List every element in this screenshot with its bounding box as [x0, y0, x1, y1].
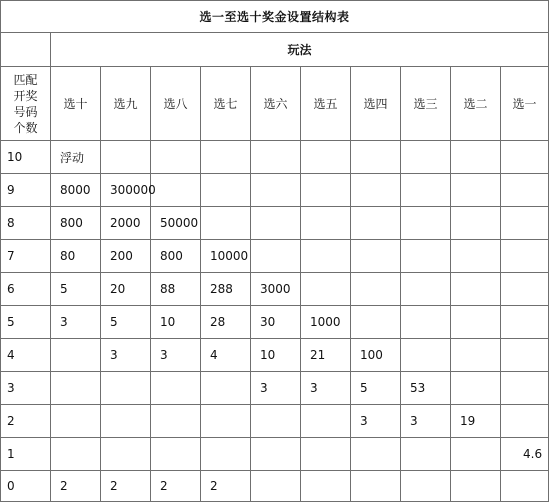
prize-cell [251, 207, 301, 240]
prize-cell: 2 [201, 471, 251, 502]
column-header: 选九 [101, 67, 151, 141]
prize-cell [251, 405, 301, 438]
prize-cell [101, 372, 151, 405]
prize-cell [401, 207, 451, 240]
prize-cell: 288 [201, 273, 251, 306]
prize-cell: 2000 [101, 207, 151, 240]
prize-cell [501, 405, 549, 438]
prize-cell: 2 [151, 471, 201, 502]
prize-cell: 3000 [251, 273, 301, 306]
table-row [1, 207, 549, 240]
table-row [1, 438, 549, 471]
prize-cell [401, 240, 451, 273]
prize-cell: 3 [351, 405, 401, 438]
table-row [1, 339, 549, 372]
prize-cell: 3 [251, 372, 301, 405]
prize-cell [251, 174, 301, 207]
column-header: 选六 [251, 67, 301, 141]
prize-cell [501, 174, 549, 207]
prize-cell: 4.6 [501, 438, 549, 471]
prize-cell [201, 207, 251, 240]
prize-cell [251, 141, 301, 174]
table-row [1, 240, 549, 273]
prize-cell: 3 [151, 339, 201, 372]
table-title: 选一至选十奖金设置结构表 [1, 1, 549, 33]
column-header: 选一 [501, 67, 549, 141]
match-count-cell: 5 [1, 306, 51, 339]
prize-cell [501, 306, 549, 339]
prize-cell [351, 141, 401, 174]
prize-cell [351, 240, 401, 273]
match-count-header-line: 个数 [13, 120, 38, 135]
prize-cell: 28 [201, 306, 251, 339]
prize-cell [501, 372, 549, 405]
prize-cell [151, 174, 201, 207]
prize-cell [301, 141, 351, 174]
prize-cell [401, 141, 451, 174]
prize-cell [451, 141, 501, 174]
match-count-cell: 6 [1, 273, 51, 306]
column-header: 选五 [301, 67, 351, 141]
prize-cell [351, 471, 401, 502]
prize-cell: 8000 [51, 174, 101, 207]
prize-cell: 2 [51, 471, 101, 502]
prize-cell [501, 141, 549, 174]
prize-cell [451, 339, 501, 372]
prize-cell [451, 207, 501, 240]
prize-cell: 5 [51, 273, 101, 306]
match-count-header [1, 67, 51, 141]
column-header: 选八 [151, 67, 201, 141]
match-count-cell: 7 [1, 240, 51, 273]
prize-cell [301, 174, 351, 207]
prize-cell: 10000 [201, 240, 251, 273]
table-row [1, 174, 549, 207]
corner-cell [1, 33, 51, 67]
prize-cell: 80 [51, 240, 101, 273]
column-header: 选十 [51, 67, 101, 141]
table-row [1, 306, 549, 339]
prize-cell [501, 207, 549, 240]
prize-cell [351, 207, 401, 240]
match-count-header-line: 匹配 [13, 72, 38, 87]
prize-cell: 10 [251, 339, 301, 372]
match-count-cell: 1 [1, 438, 51, 471]
prize-cell [301, 273, 351, 306]
prize-cell: 30 [251, 306, 301, 339]
prize-cell: 200 [101, 240, 151, 273]
prize-cell [201, 405, 251, 438]
prize-cell: 3 [401, 405, 451, 438]
table-row [1, 372, 549, 405]
match-count-cell: 2 [1, 405, 51, 438]
prize-cell: 53 [401, 372, 451, 405]
prize-cell [351, 174, 401, 207]
prize-cell [451, 240, 501, 273]
column-header: 选三 [401, 67, 451, 141]
prize-cell [401, 174, 451, 207]
play-type-header: 玩法 [51, 33, 549, 67]
match-count-cell: 4 [1, 339, 51, 372]
prize-cell [401, 273, 451, 306]
match-count-cell: 10 [1, 141, 51, 174]
title-row [1, 1, 549, 33]
prize-cell [51, 438, 101, 471]
prize-cell [101, 141, 151, 174]
prize-cell [451, 273, 501, 306]
prize-cell [51, 339, 101, 372]
prize-cell [351, 438, 401, 471]
match-count-header-line: 开奖 [13, 88, 38, 103]
match-count-cell: 8 [1, 207, 51, 240]
prize-cell [201, 174, 251, 207]
prize-cell [451, 174, 501, 207]
prize-cell [401, 438, 451, 471]
prize-cell [151, 405, 201, 438]
prize-cell [301, 471, 351, 502]
prize-cell [301, 240, 351, 273]
prize-cell [501, 471, 549, 502]
prize-cell [401, 471, 451, 502]
table-row [1, 273, 549, 306]
match-count-cell: 9 [1, 174, 51, 207]
match-count-cell: 0 [1, 471, 51, 502]
prize-cell: 100 [351, 339, 401, 372]
prize-cell [301, 405, 351, 438]
prize-cell [251, 240, 301, 273]
prize-cell: 800 [51, 207, 101, 240]
prize-cell [51, 405, 101, 438]
prize-cell: 3 [301, 372, 351, 405]
prize-cell [351, 306, 401, 339]
prize-cell: 3 [101, 339, 151, 372]
prize-cell [401, 306, 451, 339]
prize-cell [501, 339, 549, 372]
prize-cell: 300000 [101, 174, 151, 207]
table-row [1, 471, 549, 502]
prize-cell [201, 438, 251, 471]
prize-cell: 5 [101, 306, 151, 339]
prize-cell [151, 438, 201, 471]
column-header: 选七 [201, 67, 251, 141]
prize-cell [51, 372, 101, 405]
prize-cell [151, 372, 201, 405]
prize-cell [451, 306, 501, 339]
match-count-header-line: 号码 [13, 104, 38, 119]
prize-cell [451, 438, 501, 471]
prize-cell: 800 [151, 240, 201, 273]
column-header-row [1, 67, 549, 141]
prize-cell [451, 471, 501, 502]
prize-cell [251, 471, 301, 502]
prize-cell: 21 [301, 339, 351, 372]
prize-cell: 50000 [151, 207, 201, 240]
prize-cell [301, 207, 351, 240]
prize-cell: 1000 [301, 306, 351, 339]
prize-cell [201, 141, 251, 174]
prize-cell: 4 [201, 339, 251, 372]
prize-cell [101, 438, 151, 471]
table-row [1, 141, 549, 174]
prize-cell [501, 240, 549, 273]
prize-cell: 2 [101, 471, 151, 502]
column-header: 选四 [351, 67, 401, 141]
prize-cell: 5 [351, 372, 401, 405]
prize-cell: 3 [51, 306, 101, 339]
prize-cell [251, 438, 301, 471]
prize-cell: 20 [101, 273, 151, 306]
prize-cell: 10 [151, 306, 201, 339]
prize-cell: 88 [151, 273, 201, 306]
prize-cell [501, 273, 549, 306]
prize-cell [301, 438, 351, 471]
prize-cell: 浮动 [51, 141, 101, 174]
prize-cell: 19 [451, 405, 501, 438]
column-header: 选二 [451, 67, 501, 141]
prize-cell [401, 339, 451, 372]
prize-cell [201, 372, 251, 405]
prize-cell [101, 405, 151, 438]
match-count-cell: 3 [1, 372, 51, 405]
prize-cell [351, 273, 401, 306]
group-header-row [1, 33, 549, 67]
prize-cell [451, 372, 501, 405]
prize-cell [151, 141, 201, 174]
table-row [1, 405, 549, 438]
